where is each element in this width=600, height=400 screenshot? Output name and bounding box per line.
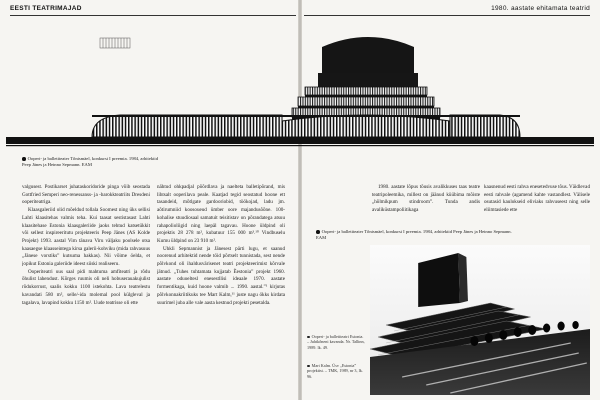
header-rule-right <box>304 15 590 16</box>
paragraph: Ooperiteatri uus saal pidi mahtuma amfiteatri ja rõdu õhulist lahendust. Kõrges ruumis oli neli hobuserauakujulist rõdukorrust, saalis kokku 1100 istekohta. Lava teatrelestu kavandati 580 m², selle/-ida molemal pool külgleval ja tagalava, lavapind kokku 1150 m². Uude teatrisse oli ette <box>22 268 150 306</box>
running-header-left: EESTI TEATRIMAJAD <box>10 5 82 12</box>
paragraph: valgusest. Postikarset juhataskoridoride pinga võib seostada Gottfried Semperi neo-renessanss- ja -barokkteatriits Dresdeni ooperiteatriga. <box>22 184 150 206</box>
caption-top <box>22 156 162 168</box>
right-text-column-1 <box>372 184 480 224</box>
bullet-icon <box>307 336 310 339</box>
glazed-galleries <box>92 115 520 137</box>
running-header-right: 1980. aastate ehitamata teatrid <box>491 5 590 12</box>
paragraph: nähtud ohkpadjal põõrdlava ja naelteta balletipõrand, mis lihtsalt ooperilava peale. Kaatjad tegid seostatud hoone ett tasandeid, mõtlgate gardooriobid, töökojad, ladu jm. aõtirumniid koosoueud ümber oore majandusõõne. 100-kohalise stuudiosaal samatuit teisitistav on põrandatega atsuu rahapolioliigid ning laepäl tagavau. Hoone üldpind oli projektis 28 278 m², kubatuur 155 000 m³.¹⁰ Vindbuselu Kumu üldpind on 23 910 m². <box>157 184 285 244</box>
paragraph: Uhkli Sepmannist ja Jänesest pärti lugu, et saanud noorenud arhitektid nende töid põrtselt tunnistada, sest nende põlvkond oli ihaldusvärisenet teatri projekteerimist kõrvale jätnud. „Tuhes tuhtamata kujjatab Ẽestonia” projekt 1960. aastate oduoeltesl enesestllisi ideaale 1970. aastate formentikaga, kuid hoone valmib ... 1990. aastal.”¹ kirjutas põlvkonnakriitikuks tee Mart Kalm,¹¹ juste nagu ökks kirdata suurimel juba alle vale aasta kestnud projekti pesetalda. <box>157 245 285 306</box>
right-text-column-2 <box>484 184 590 224</box>
left-text-column-2 <box>157 184 285 396</box>
caption-top-text: Ooperi- ja balletiteater Tõnismäel, konkursi I preemia. 1984, arhitektid Peep Jänes ja Heinno Sepmann. EAM <box>22 156 159 167</box>
caption-right-text: Ooperi- ja balletiteater Tõnismäel, konkursi I preemia. 1984, arhitektid Peep Jänes ja Heinno Sepmann. EAM <box>316 229 512 240</box>
bullet-icon <box>307 365 310 368</box>
side-note-2 <box>307 363 365 379</box>
side-note-1 <box>307 334 365 350</box>
caption-right <box>316 229 516 241</box>
bullet-icon <box>316 230 320 234</box>
drawing-grid-detail <box>100 38 130 48</box>
side-note-text: Ooperi- ja balletiteatri Estonia. – Juhtkõneni kavanda. Nr. Tallinn, 1989. lk. 49. <box>307 334 365 350</box>
paragraph: Klaasgaleriid olid mõeldud tollala Soomest ning üks sellisi Lahti klaasitehas valmis teha. Kui taasat sestistasast Lahti klaasitehase Estonia klaasgaleriide jaoks tehtud katsetükkit või sellest inspireeritutu projekteeris Peep Jänes (AS Kolde Projekt) 1993. aastal Virn tänava Viru väljaku poolsele otsa kaasaegse klaasseintega kirsa galerii-kohviku (mida rahvasuus „Jänese vorstiks” kutsuma hakkas). Nii võime öelda, et jopikut Estonia galeriide ideest siiski realiseeru. <box>22 207 150 268</box>
bullet-icon <box>22 157 26 161</box>
base-band <box>6 137 594 144</box>
paragraph: 1980. aastate lõpus tõusis avalikkuses taas teatre teatripoleemika, millest on jäänud küübima mõiste „hõlmikpum stindroom”. Tunda andis avaliküstampoliitikaga <box>372 184 480 214</box>
paragraph: kaasnenud eesti rahva enesetedvuse tõus. Väidlevad eesti rahvale (agamend kahte vastandlest. Välisele osutasid kaulokseid eliviaks rahvuseest ning selle eliimtasiede ette <box>484 184 590 214</box>
left-text-column-1 <box>22 184 150 396</box>
header-rule-left <box>10 15 296 16</box>
side-note-text: Mart Kalm. Üsv „Estonia” projektist. – TMK, 1989, nr 3, lk. 96. <box>307 363 363 379</box>
theatre-model-photo <box>370 245 590 395</box>
theatre-elevation-drawing <box>0 25 600 150</box>
